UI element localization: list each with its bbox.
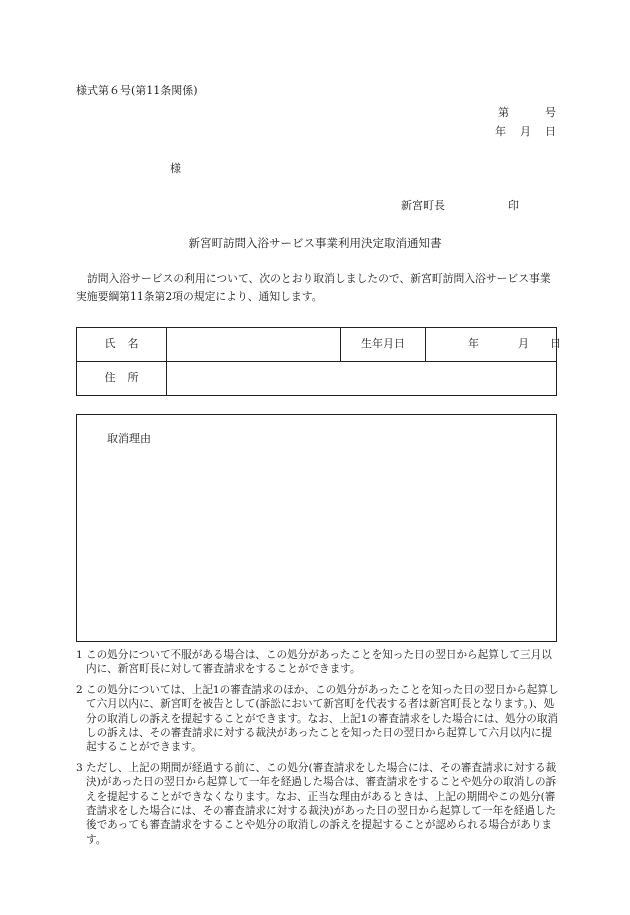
note-text: ただし、上記の期間が経過する前に、この処分(審査請求をした場合には、その審査請求に対する裁決)があった日の翌日から起算して一年を経過した場合は、審査請求をすることや処分の取消しの訴えを提起することができなくなります。なお、正当な理由があるときは、上記の期間やこの処分(審査請求をした場合には、その審査請求に対する裁決)があった日の翌日から起算して一年を経過した後であっても審査請求をすることや処分の取消しの訴えを提起することが認められる場合があります。 xyxy=(86,761,557,846)
document-date xyxy=(495,125,556,139)
address-label: 住所 xyxy=(104,371,151,385)
cancellation-reason-box xyxy=(76,414,557,642)
seal-mark: 印 xyxy=(508,199,519,212)
note-text: この処分については、上記1の審査請求のほか、この処分があったことを知った日の翌日から起算して六月以内に、新宮町を被告として(訴訟において新宮町を代表する者は新宮町長となります。)、処分の取消しの訴えを提起することができます。なお、上記1の審査請求をした場合には、処分の取消しの訴えは、その審査請求に対する裁決があったことを知った日の翌日から起算して六月以内に提起することができます。 xyxy=(86,683,559,754)
date-year: 年 xyxy=(495,125,506,138)
address-label-cell xyxy=(77,362,167,396)
note-text: この処分について不服がある場合は、この処分があったことを知った日の翌日から起算して三月以内に、新宮町長に対して審査請求をすることができます。 xyxy=(86,649,552,676)
birth-month: 月 xyxy=(518,337,529,350)
appeal-notes xyxy=(76,648,560,853)
document-number-suffix: 号 xyxy=(545,106,556,119)
issuer-name: 新宮町長 xyxy=(401,199,445,212)
name-label: 氏名 xyxy=(104,337,151,351)
addressee-suffix: 様 xyxy=(170,162,181,175)
address-row xyxy=(77,362,557,396)
birth-day: 日 xyxy=(550,337,561,350)
note-item xyxy=(76,683,560,755)
birth-year: 年 xyxy=(468,337,479,350)
name-row xyxy=(77,328,557,362)
cancellation-reason-label: 取消理由 xyxy=(107,432,151,445)
document-number-prefix: 第 xyxy=(498,106,509,119)
note-item xyxy=(76,761,560,847)
document-title: 新宮町訪問入浴サービス事業利用決定取消通知書 xyxy=(188,236,442,250)
name-field xyxy=(167,328,341,362)
date-month: 月 xyxy=(520,125,531,138)
name-label-cell xyxy=(77,328,167,362)
birth-label: 生年月日 xyxy=(341,328,426,362)
document-number xyxy=(498,106,556,120)
intro-paragraph: 訪問入浴サービスの利用について、次のとおり取消しましたので、新宮町訪問入浴サービス事業実施要綱第11条第2項の規定により、通知します。 xyxy=(76,272,551,303)
recipient-info-table xyxy=(76,327,561,396)
address-field xyxy=(167,362,557,396)
note-number: 2 xyxy=(76,683,83,696)
form-number: 様式第６号(第11条関係) xyxy=(76,84,198,97)
note-item xyxy=(76,648,560,677)
birth-date-field xyxy=(426,328,561,362)
note-number: 3 xyxy=(76,761,83,774)
note-number: 1 xyxy=(76,649,83,661)
date-day: 日 xyxy=(545,125,556,138)
